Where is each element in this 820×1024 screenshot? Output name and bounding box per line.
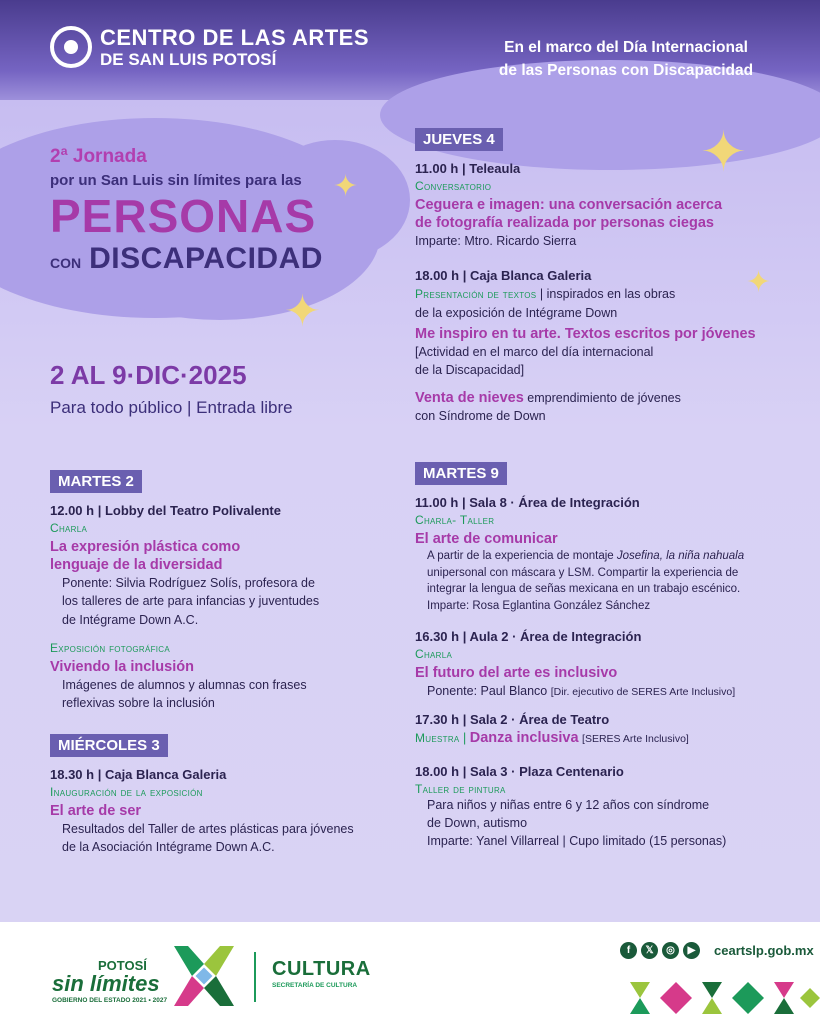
event-time: 11.00 h | Sala 8 · Área de Integración — [415, 495, 640, 510]
event-title — [415, 196, 775, 232]
edition-label: 2ª Jornada — [50, 146, 147, 167]
day-badge-jueves-4: JUEVES 4 — [415, 128, 503, 151]
event-title: Venta de nieves — [415, 390, 524, 407]
description-line: Imparte: Rosa Eglantina González Sánchez — [427, 600, 651, 613]
sparkle-icon: ✦ — [333, 170, 359, 203]
separator: | — [463, 731, 467, 746]
event-time: 18.30 h | Caja Blanca Galeria — [50, 767, 227, 782]
website-link[interactable]: ceartslp.gob.mx — [714, 943, 814, 958]
description-line: con Síndrome de Down — [415, 409, 546, 424]
description-line: unipersonal con máscara y LSM. Compartir la experiencia de — [427, 566, 739, 579]
left-program-column — [50, 470, 410, 856]
cultura-logo[interactable]: CULTURA — [272, 958, 371, 980]
description-line: de Intégrame Down A.C. — [62, 612, 199, 627]
event-line — [415, 389, 775, 407]
description-line: reflexivas sobre la inclusión — [62, 695, 215, 710]
logo-line-1: CENTRO DE LAS ARTES — [100, 24, 370, 50]
event-category: Taller de pintura — [415, 781, 506, 796]
event-title: El arte de ser — [50, 803, 142, 819]
sparkle-icon: ✦ — [284, 287, 321, 336]
event-description — [415, 343, 775, 379]
event-description — [50, 676, 410, 712]
event-description: Imparte: Mtro. Ricardo Sierra — [415, 234, 577, 249]
day-badge-miercoles-3: MIÉRCOLES 3 — [50, 734, 168, 757]
secretaria-label: SECRETARÍA DE CULTURA — [272, 982, 358, 989]
frame-note — [486, 36, 766, 83]
title-subtitle: por un San Luis sin límites para las — [50, 172, 302, 189]
event-description — [415, 548, 785, 615]
event-time: 17.30 h | Sala 2 · Área de Teatro — [415, 712, 610, 728]
event-title — [50, 538, 410, 574]
sparkle-icon: ✦ — [746, 266, 772, 299]
description-text: A partir de la experiencia de montaje — [427, 550, 617, 563]
event-title — [50, 146, 350, 276]
event-category: Inauguración de la exposición — [50, 785, 203, 799]
event-time: 18.00 h | Sala 3 · Plaza Centenario — [415, 763, 624, 779]
event-title: Viviendo la inclusión — [50, 658, 194, 675]
event-note: [SERES Arte Inclusivo] — [582, 733, 689, 746]
sun-logo-icon — [50, 26, 92, 68]
footer-divider — [254, 952, 256, 1002]
description-line: de la exposición de Intégrame Down — [415, 305, 618, 320]
brand-line-1: POTOSÍ — [98, 958, 147, 973]
event-category: Charla- Taller — [415, 513, 495, 527]
event-line — [415, 729, 785, 747]
potosi-sin-limites-logo[interactable] — [52, 958, 167, 1004]
event-time: 11.00 h | Teleaula — [415, 161, 521, 176]
description-line: Imparte: Yanel Villarreal | Cupo limitado (15 personas) — [427, 833, 727, 848]
event-title-line: de fotografía realizada por personas ciegas — [415, 215, 714, 232]
title-main: PERSONAS — [50, 190, 317, 242]
event-time: 16.30 h | Aula 2 · Área de Integración — [415, 628, 642, 644]
day-badge-martes-2: MARTES 2 — [50, 470, 142, 493]
description-line: de la Asociación Intégrame Down A.C. — [62, 840, 275, 855]
state-x-logo-icon — [174, 946, 234, 1006]
description-line — [427, 548, 785, 565]
audience-info: Para todo público | Entrada libre — [50, 398, 293, 417]
event-category-rest: | inspirados en las obras — [539, 287, 676, 302]
event-title-line: lenguaje de la diversidad — [50, 557, 223, 574]
logo-line-2: DE SAN LUIS POTOSÍ — [100, 49, 277, 69]
event-description: emprendimiento de jóvenes — [527, 391, 681, 406]
right-program-column-bottom — [415, 462, 785, 850]
description-line: Imágenes de alumnos y alumnas con frases — [62, 677, 307, 692]
event-time: 12.00 h | Lobby del Teatro Polivalente — [50, 503, 281, 518]
speaker-role: [Dir. ejecutivo de SERES Arte Inclusivo] — [550, 685, 736, 698]
event-category: Muestra — [415, 731, 460, 746]
title-con: CON — [50, 254, 82, 271]
description-line: de Down, autismo — [427, 815, 528, 830]
event-title-line: Ceguera e imagen: una conversación acerca — [415, 197, 723, 213]
sparkle-icon: ✦ — [700, 120, 747, 183]
day-badge-martes-9: MARTES 9 — [415, 462, 507, 485]
description-line: Para niños y niñas entre 6 y 12 años con síndrome — [427, 797, 710, 812]
work-title: Josefina, la niña nahuala — [616, 550, 745, 563]
title-second-line — [50, 242, 350, 276]
description-line: Resultados del Taller de artes plásticas para jóvenes — [62, 822, 354, 837]
event-description — [50, 820, 410, 856]
event-title: Me inspiro en tu arte. Textos escritos por jóvenes — [415, 325, 756, 342]
right-program-column-top — [415, 128, 775, 426]
event-description — [415, 682, 785, 700]
event-category: Exposición fotográfica — [50, 640, 171, 655]
event-category: Charla — [50, 521, 88, 535]
centro-artes-logo[interactable] — [50, 26, 369, 68]
event-category: Charla — [415, 646, 453, 661]
event-category: Presentación de textos — [415, 287, 537, 302]
brand-line-3: GOBIERNO DEL ESTADO 2021 • 2027 — [52, 997, 168, 1004]
brand-line-2: sin límites — [52, 971, 160, 996]
logo-text — [100, 24, 370, 69]
frame-note-line-2: de las Personas con Discapacidad — [498, 62, 754, 80]
event-category-line — [415, 285, 775, 303]
description-line: [Actividad en el marco del día internacional — [415, 345, 654, 360]
event-title: El futuro del arte es inclusivo — [415, 664, 618, 681]
event-dates: 2 AL 9·DIC·2025 — [50, 360, 247, 390]
title-discapacidad: DISCAPACIDAD — [89, 241, 323, 275]
event-time: 18.00 h | Caja Blanca Galeria — [415, 268, 592, 284]
instagram-icon[interactable]: ◎ — [662, 942, 679, 959]
event-title: Danza inclusiva — [469, 730, 579, 747]
event-category: Conversatorio — [415, 179, 492, 193]
decorative-pattern — [620, 972, 820, 1024]
description-line: los talleres de arte para infancias y juventudes — [62, 594, 320, 609]
social-links — [620, 942, 814, 959]
event-title: El arte de comunicar — [415, 531, 558, 547]
frame-note-line-1: En el marco del Día Internacional — [504, 39, 748, 56]
description-line: integrar la lengua de señas mexicana en un trabajo escénico. — [427, 583, 741, 596]
event-title-line: La expresión plástica como — [50, 539, 241, 555]
youtube-icon[interactable]: ▶ — [683, 942, 700, 959]
event-description — [415, 796, 785, 850]
description-line: Ponente: Silvia Rodríguez Solís, profesora de — [62, 576, 315, 591]
facebook-icon[interactable]: f — [620, 942, 637, 959]
description-line: de la Discapacidad] — [415, 363, 525, 378]
speaker: Ponente: Paul Blanco — [427, 683, 548, 698]
x-twitter-icon[interactable]: 𝕏 — [641, 942, 658, 959]
event-description — [50, 574, 410, 628]
